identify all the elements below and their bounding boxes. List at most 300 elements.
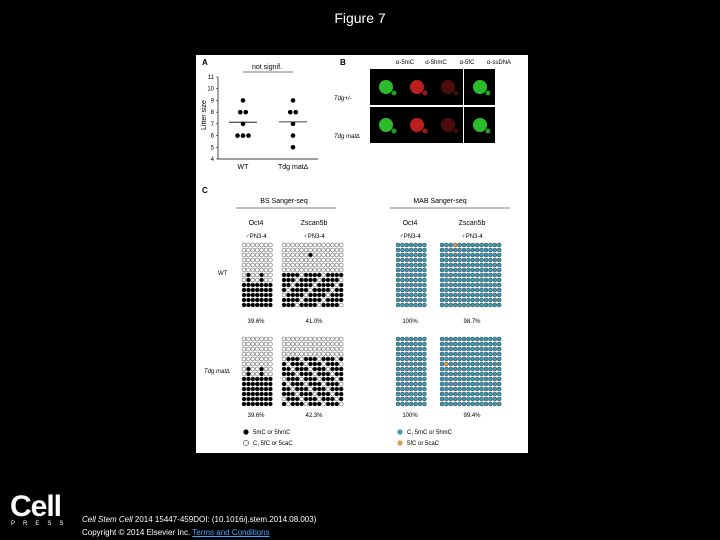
cpg-site (317, 298, 321, 302)
cpg-site (242, 288, 246, 292)
cpg-site (480, 372, 484, 376)
cpg-site (444, 357, 448, 361)
cpg-site (444, 303, 448, 307)
cpg-site (418, 288, 422, 292)
cpg-site (322, 372, 326, 376)
cpg-site (405, 387, 409, 391)
cpg-site (493, 377, 497, 381)
cpg-site (475, 382, 479, 386)
cpg-site (282, 337, 286, 341)
cpg-site (260, 357, 264, 361)
cpg-site (304, 268, 308, 272)
cpg-site (418, 258, 422, 262)
cpg-site (286, 352, 290, 356)
cpg-site (449, 293, 453, 297)
cpg-site (251, 377, 255, 381)
cpg-site (440, 283, 444, 287)
cpg-site (264, 337, 268, 341)
cpg-site (480, 243, 484, 247)
terms-link[interactable]: Terms and Conditions (192, 528, 270, 537)
cpg-site (475, 367, 479, 371)
cpg-site (444, 382, 448, 386)
cpg-site (453, 402, 457, 406)
cpg-site (291, 352, 295, 356)
cpg-site (444, 268, 448, 272)
cpg-site (405, 402, 409, 406)
cpg-site (396, 402, 400, 406)
cpg-site (291, 263, 295, 267)
cpg-site (246, 397, 250, 401)
cpg-site (286, 402, 290, 406)
cpg-site (484, 243, 488, 247)
cpg-site (260, 377, 264, 381)
cpg-site (339, 243, 343, 247)
cpg-site (268, 357, 272, 361)
cpg-site (251, 347, 255, 351)
cpg-site (400, 357, 404, 361)
cpg-site (409, 372, 413, 376)
cpg-site (322, 357, 326, 361)
cpg-site (255, 367, 259, 371)
data-point (238, 110, 243, 115)
cpg-site (304, 337, 308, 341)
cpg-site (418, 397, 422, 401)
cpg-site (409, 377, 413, 381)
cpg-site (317, 268, 321, 272)
cpg-site (484, 352, 488, 356)
cpg-site (264, 347, 268, 351)
cpg-site (313, 382, 317, 386)
cpg-site (339, 283, 343, 287)
pct-mat-3: 100% (402, 413, 418, 419)
cpg-site (282, 342, 286, 346)
cpg-site (418, 352, 422, 356)
cpg-site (300, 258, 304, 262)
cpg-site (409, 253, 413, 257)
cpg-site (405, 382, 409, 386)
cpg-site (304, 397, 308, 401)
cpg-site (444, 298, 448, 302)
cpg-site (484, 263, 488, 267)
cpg-site (466, 392, 470, 396)
cpg-site (493, 258, 497, 262)
cpg-site (313, 342, 317, 346)
cpg-site (246, 337, 250, 341)
pronucleus-small (486, 91, 491, 96)
cpg-site (246, 347, 250, 351)
cpg-site (286, 243, 290, 247)
cpg-site (322, 288, 326, 292)
cpg-site (295, 288, 299, 292)
pronucleus (379, 80, 393, 94)
cpg-site (335, 392, 339, 396)
cpg-site (317, 248, 321, 252)
cpg-site (300, 263, 304, 267)
cpg-site (242, 243, 246, 247)
cpg-site (286, 293, 290, 297)
cpg-site (396, 382, 400, 386)
cpg-site (418, 263, 422, 267)
cpg-site (475, 243, 479, 247)
cpg-site (291, 293, 295, 297)
cpg-site (497, 283, 501, 287)
cpg-site (242, 258, 246, 262)
cpg-site (282, 278, 286, 282)
cpg-site (317, 258, 321, 262)
cpg-site (497, 248, 501, 252)
cpg-site (414, 293, 418, 297)
cpg-site (264, 382, 268, 386)
cpg-site (484, 382, 488, 386)
cpg-site (405, 273, 409, 277)
cpg-site (313, 367, 317, 371)
cpg-site (330, 273, 334, 277)
cpg-site (400, 352, 404, 356)
cpg-site (330, 337, 334, 341)
cpg-site (422, 248, 426, 252)
cpg-site (418, 278, 422, 282)
cpg-site (313, 243, 317, 247)
cpg-site (282, 273, 286, 277)
cpg-site (471, 392, 475, 396)
cpg-site (453, 377, 457, 381)
cpg-site (251, 258, 255, 262)
cpg-site (291, 342, 295, 346)
cell-press-logo (10, 490, 70, 534)
cpg-site (260, 397, 264, 401)
cpg-site (313, 357, 317, 361)
cpg-site (326, 357, 330, 361)
cpg-site (422, 402, 426, 406)
panel-a-label: A (202, 58, 208, 67)
cpg-site (317, 253, 321, 257)
cpg-site (449, 397, 453, 401)
cpg-site (246, 298, 250, 302)
cpg-site (308, 377, 312, 381)
cpg-site (488, 392, 492, 396)
cpg-site (251, 342, 255, 346)
cpg-site (335, 357, 339, 361)
cpg-site (449, 377, 453, 381)
cpg-site (453, 352, 457, 356)
cpg-site (246, 367, 250, 371)
cpg-site (242, 342, 246, 346)
cpg-site (291, 377, 295, 381)
cpg-site (418, 392, 422, 396)
cpg-site (400, 342, 404, 346)
cpg-site (497, 402, 501, 406)
cpg-site (493, 372, 497, 376)
cpg-site (242, 357, 246, 361)
cpg-site (260, 258, 264, 262)
cpg-site (409, 293, 413, 297)
cpg-site (282, 397, 286, 401)
y-axis-label: Litter size (201, 100, 208, 130)
cpg-site (440, 337, 444, 341)
cpg-site (449, 283, 453, 287)
cpg-site (400, 283, 404, 287)
cpg-site (453, 392, 457, 396)
y-ticks (207, 75, 218, 163)
cpg-site (466, 357, 470, 361)
citation (82, 515, 316, 524)
cpg-site (400, 337, 404, 341)
cpg-site (414, 303, 418, 307)
cpg-site (462, 357, 466, 361)
cpg-site (475, 402, 479, 406)
cpg-site (493, 283, 497, 287)
cpg-site (440, 258, 444, 262)
cpg-site (480, 347, 484, 351)
cpg-site (268, 248, 272, 252)
cpg-site (493, 273, 497, 277)
cpg-site (295, 258, 299, 262)
cpg-site (488, 367, 492, 371)
cpg-site (300, 392, 304, 396)
cpg-site (444, 248, 448, 252)
cpg-site (335, 337, 339, 341)
cpg-site (300, 288, 304, 292)
cpg-site (313, 278, 317, 282)
cpg-site (418, 293, 422, 297)
y-tick-label: 6 (210, 133, 214, 140)
cpg-site (440, 263, 444, 267)
cpg-site (300, 248, 304, 252)
cpg-site (246, 278, 250, 282)
cpg-site (400, 243, 404, 247)
cpg-site (330, 243, 334, 247)
cpg-site (422, 362, 426, 366)
cpg-site (291, 243, 295, 247)
cpg-site (480, 298, 484, 302)
cpg-site (300, 278, 304, 282)
cpg-site (484, 248, 488, 252)
cpg-site (326, 342, 330, 346)
cpg-site (396, 357, 400, 361)
gene-label-1: Oct4 (248, 220, 264, 227)
cpg-site (497, 342, 501, 346)
cpg-site (317, 377, 321, 381)
cpg-site (330, 303, 334, 307)
cpg-site (313, 303, 317, 307)
cpg-site (414, 288, 418, 292)
cpg-site (246, 293, 250, 297)
cpg-site (295, 248, 299, 252)
cpg-site (291, 362, 295, 366)
cpg-site (396, 342, 400, 346)
cpg-site (282, 357, 286, 361)
cpg-site (414, 357, 418, 361)
cpg-site (322, 337, 326, 341)
cpg-site (488, 357, 492, 361)
cpg-site (255, 357, 259, 361)
cpg-site (300, 352, 304, 356)
cpg-site (264, 362, 268, 366)
cpg-site (422, 243, 426, 247)
cpg-site (396, 352, 400, 356)
cpg-site (304, 253, 308, 257)
cpg-site (396, 362, 400, 366)
cpg-site (339, 357, 343, 361)
cpg-site (326, 303, 330, 307)
cpg-site (484, 357, 488, 361)
cpg-site (304, 248, 308, 252)
cpg-site (339, 402, 343, 406)
cpg-site (300, 377, 304, 381)
cpg-site (335, 248, 339, 252)
cpg-site (251, 288, 255, 292)
cpg-site (396, 397, 400, 401)
gene-label-2: Zscan5b (300, 220, 328, 227)
cpg-site (300, 397, 304, 401)
cpg-site (449, 263, 453, 267)
cpg-site (462, 258, 466, 262)
cpg-site (268, 347, 272, 351)
cpg-site (422, 258, 426, 262)
cpg-site (268, 293, 272, 297)
cpg-site (466, 347, 470, 351)
cpg-site (480, 382, 484, 386)
cpg-site (462, 367, 466, 371)
cpg-site (282, 288, 286, 292)
cpg-site (400, 263, 404, 267)
cpg-site (458, 243, 462, 247)
x-label-tdg: Tdg mat∆ (278, 164, 308, 171)
cpg-site (449, 288, 453, 292)
cpg-site (493, 402, 497, 406)
cpg-site (264, 293, 268, 297)
cpg-site (440, 362, 444, 366)
cpg-site (255, 273, 259, 277)
cpg-site (295, 278, 299, 282)
cpg-site (242, 397, 246, 401)
pronucleus-small (486, 129, 491, 134)
legend-bs-open-text: C, 5fC or 5caC (253, 441, 293, 447)
cpg-site (475, 377, 479, 381)
data-point (291, 98, 296, 103)
cpg-site (286, 248, 290, 252)
cpg-site (409, 402, 413, 406)
cpg-site (260, 402, 264, 406)
pct-wt-3: 100% (402, 319, 418, 325)
cpg-site (251, 382, 255, 386)
cpg-site (330, 392, 334, 396)
cpg-site (418, 337, 422, 341)
cpg-site (268, 397, 272, 401)
cpg-site (322, 303, 326, 307)
cpg-site (330, 253, 334, 257)
cpg-site (471, 243, 475, 247)
cpg-site (440, 402, 444, 406)
cpg-site (255, 278, 259, 282)
cpg-site (255, 402, 259, 406)
cpg-site (409, 268, 413, 272)
cpg-site (405, 248, 409, 252)
cpg-site (304, 283, 308, 287)
cpg-site (414, 347, 418, 351)
cpg-site (449, 248, 453, 252)
cpg-site (295, 367, 299, 371)
cpg-site (422, 288, 426, 292)
cpg-site (286, 258, 290, 262)
cpg-site (242, 367, 246, 371)
cpg-site (453, 347, 457, 351)
cpg-site (409, 397, 413, 401)
cpg-site (291, 298, 295, 302)
cpg-site (264, 268, 268, 272)
cpg-site (255, 298, 259, 302)
cpg-site (458, 402, 462, 406)
cpg-site (242, 387, 246, 391)
cpg-site (422, 352, 426, 356)
y-tick-label: 7 (210, 121, 214, 128)
cpg-site (313, 377, 317, 381)
cpg-site (400, 268, 404, 272)
cpg-site (246, 248, 250, 252)
cpg-site (260, 268, 264, 272)
cpg-site (480, 362, 484, 366)
cpg-site (242, 268, 246, 272)
cpg-site (264, 253, 268, 257)
cpg-site (440, 278, 444, 282)
cpg-site (449, 387, 453, 391)
cpg-site (488, 293, 492, 297)
cpg-site (480, 377, 484, 381)
gene-label-3: Oct4 (402, 220, 418, 227)
cpg-site (264, 387, 268, 391)
cpg-site (260, 283, 264, 287)
cpg-site (409, 258, 413, 262)
cpg-site (326, 382, 330, 386)
pronucleus-small (454, 129, 459, 134)
cpg-site (480, 337, 484, 341)
cpg-site (440, 273, 444, 277)
cpg-site (475, 357, 479, 361)
cpg-site (405, 243, 409, 247)
cpg-site (326, 347, 330, 351)
cpg-site (488, 303, 492, 307)
cpg-site (317, 337, 321, 341)
cpg-site (300, 402, 304, 406)
cpg-site (497, 367, 501, 371)
cpg-site (471, 283, 475, 287)
cpg-site (488, 268, 492, 272)
cpg-site (246, 382, 250, 386)
cpg-site (484, 293, 488, 297)
cpg-site (339, 263, 343, 267)
cpg-site (414, 402, 418, 406)
data-point (243, 110, 248, 115)
cpg-site (304, 288, 308, 292)
pronucleus (473, 118, 487, 132)
cpg-site (242, 377, 246, 381)
cpg-site (308, 392, 312, 396)
pronucleus-small (392, 91, 397, 96)
cpg-site (295, 362, 299, 366)
cpg-site (264, 288, 268, 292)
cpg-site (282, 298, 286, 302)
cpg-site (291, 337, 295, 341)
cpg-site (255, 243, 259, 247)
cpg-site (339, 253, 343, 257)
cpg-site (414, 397, 418, 401)
cpg-site (260, 347, 264, 351)
cpg-site (300, 367, 304, 371)
legend-bs-open-dot (243, 440, 248, 445)
cpg-site (466, 402, 470, 406)
cpg-site (260, 382, 264, 386)
cpg-site (268, 263, 272, 267)
